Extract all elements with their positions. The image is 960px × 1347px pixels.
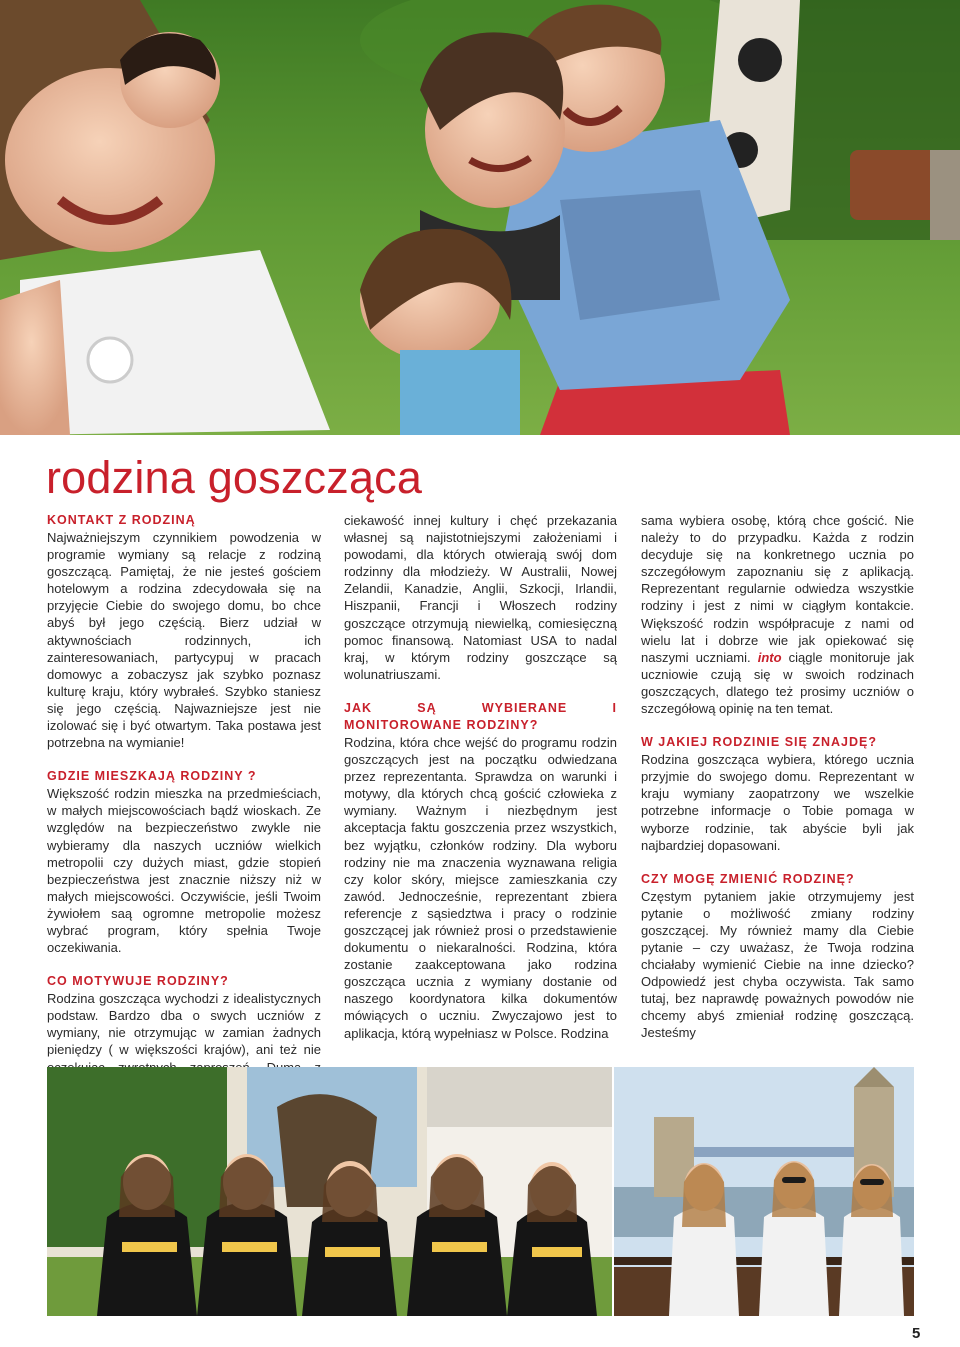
section-heading-kontakt: KONTAKT Z RODZINĄ <box>47 513 196 527</box>
section-text-jakiej: Rodzina goszcząca wybiera, którego ucznia przyjmie do swojego domu. Reprezentant w kraju wymiany zaopatrzony we wszelkie potrzebne informacje o Tobie pomaga w wyborze rodzinie, tak abyście byli jak najbardziej dopasowani. <box>641 752 914 853</box>
london-photo-illustration <box>614 1067 914 1316</box>
wybierane-text-before-brand: sama wybiera osobę, którą chce gościć. Nie należy to do przypadku. Każda z rodzin decyduje się na konkretnego ucznia po szczegółowym zapoznaniu się z aplikacją. Reprezentant regularnie odwiedza wszystkie rodziny i jest z nimi w ciągłym kontakcie. Większość rodzin współpracuje z nami od wielu lat i dobrze wie jak opiekować się naszymi uczniami. <box>641 513 914 665</box>
hero-photo-illustration <box>0 0 960 435</box>
section-heading-gdzie: GDZIE MIESZKAJĄ RODZINY ? <box>47 769 257 784</box>
section-text-wybierane-part-2 <box>641 512 914 717</box>
section-heading-jakiej: W JAKIEJ RODZINIE SIĘ ZNAJDĘ? <box>641 735 877 750</box>
section-heading-motywuje: CO MOTYWUJE RODZINY? <box>47 974 229 989</box>
section-text-zmienic: Częstym pytaniem jakie otrzymujemy jest pytanie o możliwość zmiany rodziny goszczącej. My również mamy dla Ciebie pytanie – czy uważasz, że Twoja rodzina chciałaby wymienić Ciebie na inne dziecko? Odpowiedź jest chyba oczywista. Tak samo tutaj, bez naprawdę poważnych powodów nie chcemy abyś zmieniał rodzinę goszczącą. Jesteśmy <box>641 888 914 1041</box>
hero-photo <box>0 0 960 435</box>
section-text-kontakt: Najważniejszym czynnikiem powodzenia w programie wymiany są relacje z rodziną goszczącą. Pamiętaj, że nie jesteś gościem hotelowym a rodzina zdecydowała się na przyjęcie Ciebie do swojego domu, bo chce abyś był jego częścią. Bierz udział w aktywnościach rodzinnych, ich zainteresowaniach, partycypuj w pracach domowyc a zobaczysz jak szybko poznasz kulturę kraju, który wybrałeś. Szybko staniesz się jego częścią. Najwazniejsze jest nie izolować się i być otwartym. Taka postawa jest potrzebna na wymianie! <box>47 530 321 751</box>
section-text-wybierane-part-1: Rodzina, która chce wejść do programu rodzin goszczących jest na początku odwiedzana przez reprezentanta. Sprawdza on warunki i motywy, dla których chcą gościć człowieka z wymiany. Ważnym i niezbędnym jest akceptacja faktu goszczenia przez wszystkich, bez wyjątku, członków rodziny. Dla wyboru rodziny nie ma znaczenia wyznawana religia czy kolor skóry, miejsce zamieszkania czy zawód. Jednocześnie, reprezentant zbiera referencje z sąsiedztwa i pracy o rodzinie goszczącej jak również prosi o przedstawienie dokumentu o niekaralności. Rodzina, która zostanie zaakceptowana jako rodzina goszcząca ucznia z wymiany dostanie od naszego koordynatora kilka dokumentów mówiących o uczniu. Zwyczajowo jest to aplikacja, którą wypełniasz w Polsce. Rodzina <box>344 734 617 1041</box>
text-column-3 <box>641 512 914 1042</box>
section-text-motywuje-part-1: Rodzina goszcząca wychodzi z idealistycznych podstaw. Bardzo dba o swych uczniów z wymiany, nie otrzymując w zamian żadnych pieniędzy ( w większości krajów), ani też nie <box>47 991 321 1058</box>
london-photo <box>614 1067 914 1316</box>
wybierane-text-after-brand: ciągle monitoruje jak uczniowie czują się w swoich rodzinach goszczących, dlatego też prosimy uczniów o szczegółową opinię na ten temat. <box>641 649 914 717</box>
brand-name-into: into <box>757 649 782 665</box>
section-heading-wybierane: JAK SĄ WYBIERANE I MONITOROWANE RODZINY? <box>344 700 617 732</box>
group-photo-illustration <box>47 1067 612 1316</box>
text-column-1 <box>47 512 321 1093</box>
section-text-motywuje-part-2: ciekawość innej kultury i chęć przekazania własnej są najistotniejszymi założeniami i powodami, dla których otwierają swój dom rodzinny dla młodzieży. W Australii, Nowej Zelandii, Kanadzie, Anglii, Szkocji, Irlandii, Hiszpanii, Francji i Włoszech rodziny goszczące otrzymują niewielką, comiesięczną pomoc finansową. Natomiast USA to nadal kraj, w którym rodziny goszczące są wolunatriuszami. <box>344 513 617 682</box>
page-title: rodzina goszcząca <box>46 452 423 503</box>
section-heading-zmienic: CZY MOGĘ ZMIENIĆ RODZINĘ? <box>641 871 855 886</box>
text-column-2 <box>344 512 617 1042</box>
page-number: 5 <box>912 1325 921 1342</box>
group-photo-girls <box>47 1067 612 1316</box>
section-text-gdzie: Większość rodzin mieszka na przedmieściach, w małych miejscowościach bądź wioskach. Ze względów na bezpieczeństwo zwykle nie wybieramy dla naszych uczniów wielkich metropolii czy dużych miast, gdzie stopień bezpieczeństwa jest znacznie niższy niż w małych miejscowości. Oczywiście, jeśli Twoim żywiołem saą ogromne metropolie możesz wybrać program, który spełnia Twoje oczekiwania. <box>47 786 321 956</box>
